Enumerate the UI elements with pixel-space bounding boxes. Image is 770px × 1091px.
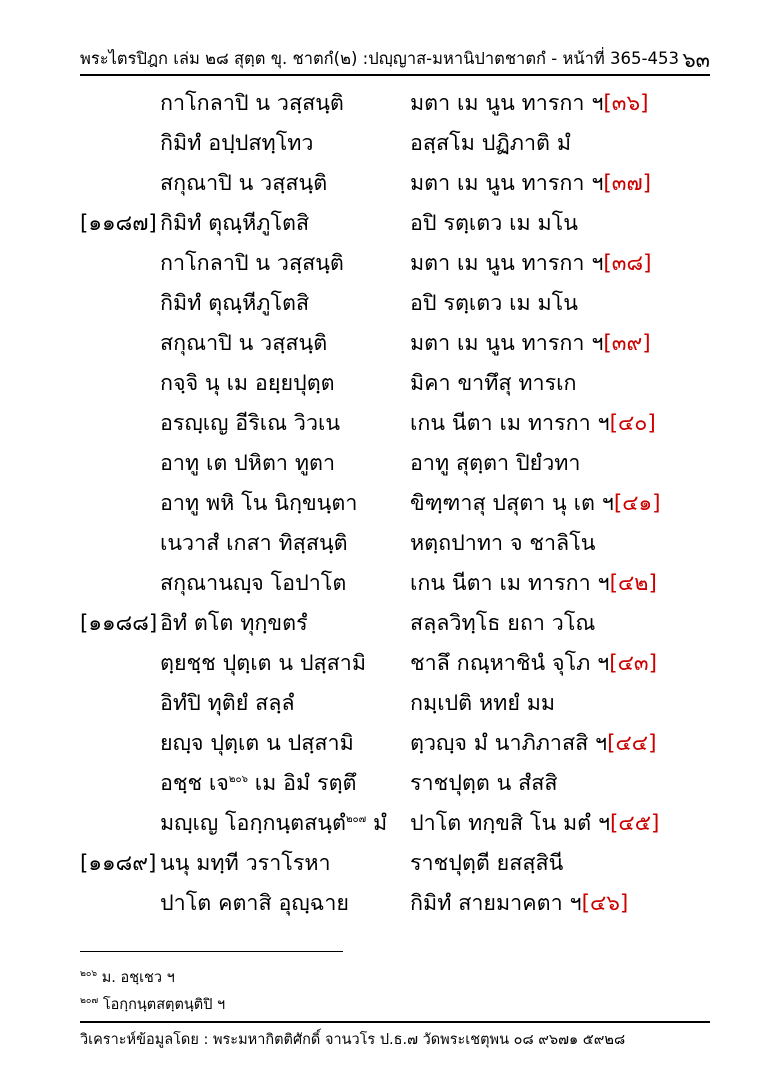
verse-line-first: [160, 126, 314, 160]
footnotes: [80, 966, 225, 1020]
verse-text: อาทู เต ปหิตา ทูตา: [160, 451, 336, 476]
verse-number: [๑๑๘๘]: [80, 611, 158, 636]
verse-row: [0, 720, 770, 760]
verse-line-second: [410, 206, 578, 240]
verse-row: [0, 560, 770, 600]
verse-line-first: [160, 486, 357, 520]
verse-text: อปิ รตฺเตว เม มโน: [410, 211, 578, 236]
verse-text: อิทํปิ ทุติยํ สลฺลํ: [160, 691, 295, 716]
verse-text: อสฺสโม ปฏิภาติ มํ: [410, 131, 572, 156]
verse-row: [0, 680, 770, 720]
verse-line-first: [160, 766, 357, 800]
verse-text: กิมิทํ ตุณฺหีภูโตสิ: [160, 211, 310, 236]
verse-row: [0, 120, 770, 160]
verse-line-first: [160, 686, 295, 720]
verse-line-second: [410, 766, 558, 800]
verse-text: หตฺถปาทา จ ชาลิโน: [410, 531, 596, 556]
verse-reference: [๔๒]: [609, 571, 657, 596]
verse-text: อปิ รตฺเตว เม มโน: [410, 291, 578, 316]
verse-text: มตา เม นูน ทารกา ฯ: [410, 171, 604, 196]
verse-text: สกุณานญฺจ โอปาโต: [160, 571, 347, 596]
verse-text: อาทู สุตฺตา ปิยํวทา: [410, 451, 581, 476]
verse-text: ราชปุตฺต น สํสสิ: [410, 771, 558, 796]
verse-text: สกุณาปิ น วสฺสนฺติ: [160, 331, 328, 356]
verse-row: [0, 840, 770, 880]
verse-reference: [๓๘]: [603, 251, 652, 276]
verse-text: เกน นีตา เม ทารกา ฯ: [410, 411, 610, 436]
footnote-divider: [80, 951, 343, 952]
verse-line-second: [410, 486, 661, 520]
footnote: [80, 993, 225, 1020]
verse-line-second: [410, 406, 656, 440]
verse-line-first: [160, 86, 344, 120]
verse-row: [0, 760, 770, 800]
verse-row: [0, 200, 770, 240]
verse-reference: [๓๖]: [603, 91, 649, 116]
verse-row: [0, 600, 770, 640]
verse-text: มญฺเญ โอกฺกนฺตสนฺตํ: [160, 811, 346, 836]
verse-text: กิมิทํ ตุณฺหีภูโตสิ: [160, 291, 310, 316]
verse-text: กมฺเปติ หทยํ มม: [410, 691, 556, 716]
verse-text: อาทู พหิ โน นิกฺขนฺตา: [160, 491, 358, 516]
verse-line-second: [410, 726, 656, 760]
verse-row: [0, 320, 770, 360]
verse-line-first: [160, 326, 327, 360]
footnote: [80, 966, 225, 993]
verse-text: เม อิมํ รตฺตึ: [247, 771, 357, 796]
verse-row: [0, 800, 770, 840]
verse-line-second: [410, 86, 649, 120]
verse-text: เกน นีตา เม ทารกา ฯ: [410, 571, 610, 596]
verse-text: อรญฺเญ อีริเณ วิวเน: [160, 411, 341, 436]
verse-reference: [๓๙]: [603, 331, 651, 356]
page-header: [80, 40, 710, 76]
verse-number: [๑๑๘๗]: [80, 211, 157, 236]
verse-reference: [๔๔]: [607, 731, 657, 756]
verse-text: กิมิทํ อปฺปสทฺโทว: [160, 131, 314, 156]
verse-line-first: [160, 606, 308, 640]
verse-text: ขิฑฺฑาสุ ปสุตา นุ เต ฯ: [410, 491, 614, 516]
verse-row: [0, 520, 770, 560]
verse-text: กาโกลาปิ น วสฺสนฺติ: [160, 251, 344, 276]
verse-row: [0, 160, 770, 200]
verse-line-second: [410, 126, 571, 160]
page-number: ๖๓: [682, 48, 710, 72]
verse-reference: [๔๖]: [581, 891, 629, 916]
verse-text: มิคา ขาทึสุ ทารเก: [410, 371, 577, 396]
verse-line-first: [160, 246, 344, 280]
verse-text: ชาลึ กณฺหาชินํ จุโภ ฯ: [410, 651, 610, 676]
verse-line-first: [160, 566, 346, 600]
verse-line-first: [160, 646, 366, 680]
verse-reference: [๓๗]: [603, 171, 652, 196]
verse-line-second: [410, 326, 651, 360]
footnote-number: ๒๐๗: [80, 996, 99, 1007]
page-footer: [80, 1021, 710, 1051]
verse-text: ปาโต ทกฺขสิ โน มตํ ฯ: [410, 811, 611, 836]
verse-line-second: [410, 886, 628, 920]
footnote-mark: ๒๐๖: [228, 773, 248, 785]
verse-text: ราชปุตฺตี ยสสฺสินี: [410, 851, 564, 876]
verse-row: [0, 480, 770, 520]
verse-line-first: [160, 406, 340, 440]
verse-line-second: [410, 446, 581, 480]
verse-line-second: [410, 366, 577, 400]
verse-text: กิมิทํ สายมาคตา ฯ: [410, 891, 582, 916]
verse-row: [0, 440, 770, 480]
verse-line-first: [160, 206, 309, 240]
verse-text: สลฺลวิทฺโธ ยถา วโณ: [410, 611, 596, 636]
verse-text: อิทํ ตโต ทุกฺขตรํ: [160, 611, 308, 636]
verse-line-first: [160, 286, 309, 320]
verse-line-first: [160, 366, 335, 400]
verse-line-first: [160, 886, 349, 920]
verse-line-second: [410, 566, 657, 600]
verse-line-second: [410, 686, 555, 720]
verse-number: [๑๑๘๙]: [80, 851, 157, 876]
verse-reference: [๔๐]: [609, 411, 656, 436]
verse-line-first: [160, 806, 387, 840]
verse-text: นนุ มทฺที วราโรหา: [160, 851, 331, 876]
verse-line-first: [160, 726, 354, 760]
verse-line-first: [160, 446, 335, 480]
verse-text: เนวาสํ เกสา ทิสฺสนฺติ: [160, 531, 348, 556]
verse-row: [0, 280, 770, 320]
verse-text: กจฺจิ นุ เม อยฺยปุตฺต: [160, 371, 335, 396]
verse-list: [0, 80, 770, 920]
footer-text: วิเคราะห์ข้อมูลโดย : พระมหากิตติศักดิ์ จานวโร ป.ธ.๗ วัดพระเชตุพน ๐๘ ๙๖๗๑ ๕๙๒๘: [80, 1032, 626, 1048]
verse-line-second: [410, 166, 651, 200]
verse-row: [0, 880, 770, 920]
verse-line-second: [410, 606, 595, 640]
verse-line-second: [410, 806, 659, 840]
verse-text: ตฺวญฺจ มํ นาภิภาสสิ ฯ: [410, 731, 608, 756]
verse-line-second: [410, 646, 657, 680]
footnote-text: ม. อชฺเชว ฯ: [101, 970, 175, 986]
verse-reference: [๔๓]: [609, 651, 657, 676]
verse-text: กาโกลาปิ น วสฺสนฺติ: [160, 91, 344, 116]
verse-text: มตา เม นูน ทารกา ฯ: [410, 251, 604, 276]
verse-line-first: [160, 526, 348, 560]
verse-row: [0, 400, 770, 440]
verse-row: [0, 640, 770, 680]
verse-row: [0, 360, 770, 400]
verse-reference: [๔๑]: [613, 491, 661, 516]
verse-text: ยญฺจ ปุตฺเต น ปสฺสามิ: [160, 731, 354, 756]
verse-line-second: [410, 526, 595, 560]
verse-text: อชฺช เจ: [160, 771, 229, 796]
footnote-text: โอกฺกนฺตสตฺตนฺติปิ ฯ: [102, 997, 226, 1013]
verse-text: มํ: [366, 811, 388, 836]
header-title: พระไตรปิฎก เล่ม ๒๘ สุตฺต ขุ. ชาตกํ(๒) :ปญฺญาส-มหานิปาตชาตกํ - หน้าที่ 365-453: [80, 49, 679, 68]
verse-line-first: [160, 166, 327, 200]
verse-reference: [๔๕]: [610, 811, 660, 836]
verse-text: ปาโต คตาสิ อุญฺฉาย: [160, 891, 349, 916]
verse-text: ตฺยชฺช ปุตฺเต น ปสฺสามิ: [160, 651, 367, 676]
verse-row: [0, 80, 770, 120]
verse-line-first: [160, 846, 331, 880]
verse-text: มตา เม นูน ทารกา ฯ: [410, 91, 604, 116]
footnote-mark: ๒๐๗: [345, 813, 367, 825]
verse-line-second: [410, 246, 651, 280]
verse-text: มตา เม นูน ทารกา ฯ: [410, 331, 604, 356]
verse-line-second: [410, 286, 578, 320]
verse-row: [0, 240, 770, 280]
verse-text: สกุณาปิ น วสฺสนฺติ: [160, 171, 328, 196]
footnote-number: ๒๐๖: [80, 969, 98, 980]
verse-line-second: [410, 846, 563, 880]
